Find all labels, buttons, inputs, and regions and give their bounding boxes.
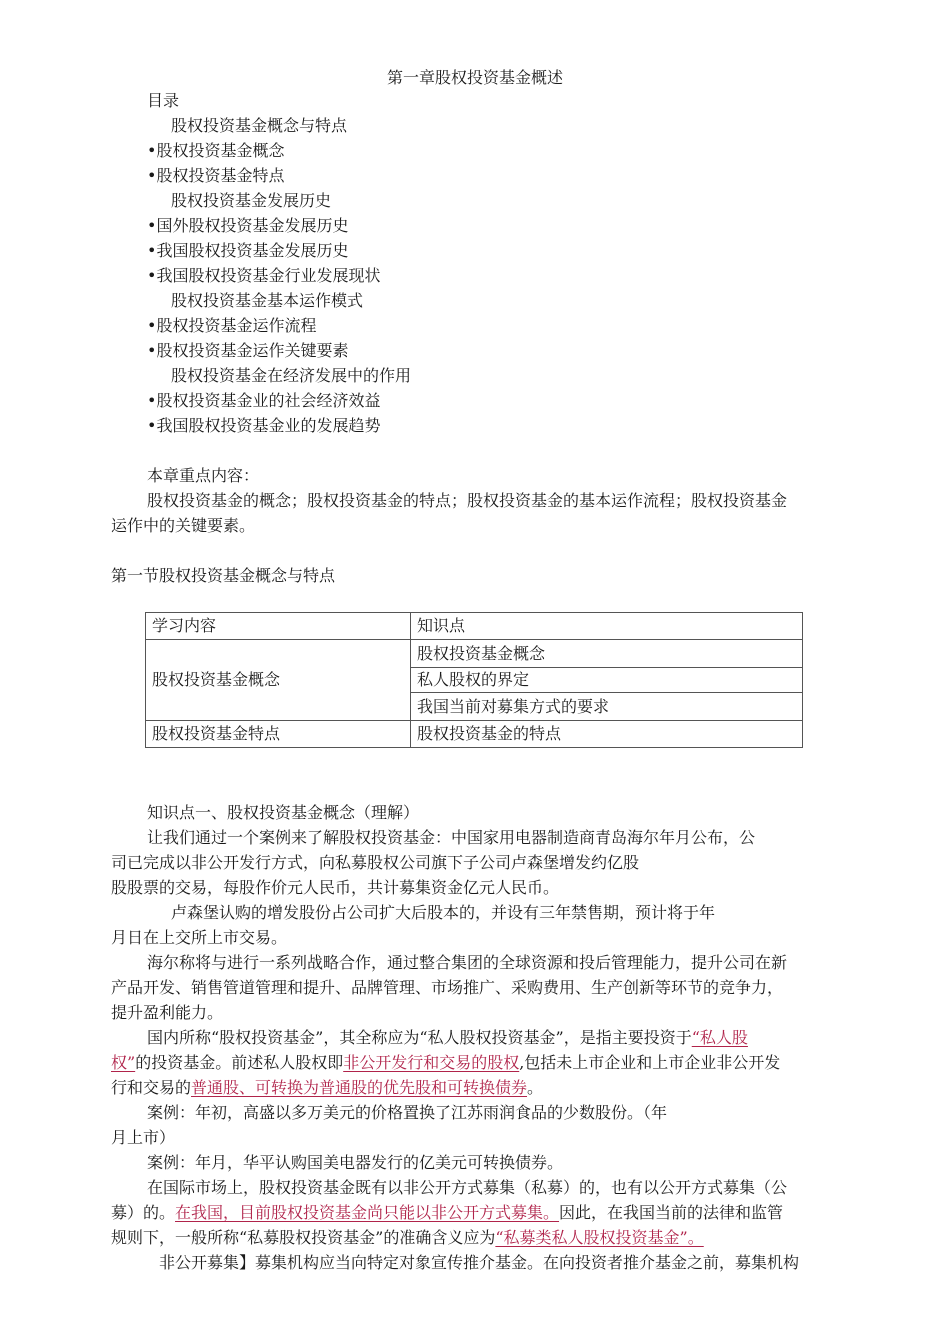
paragraph-line: 非公开募集】募集机构应当向特定对象宣传推介基金。在向投资者推介基金之前，募集机构 [159, 1253, 800, 1272]
table-row [146, 640, 803, 668]
key-points-text: 股权投资基金的概念；股权投资基金的特点；股权投资基金的基本运作流程；股权投资基金 [147, 491, 788, 510]
toc-item: •股权投资基金概念 [147, 141, 285, 160]
toc-item: •股权投资基金特点 [147, 166, 285, 185]
document-title: 第一章股权投资基金概述 [386, 68, 563, 87]
highlight-text: “私人股 [691, 1028, 748, 1047]
table-header-cell: 学习内容 [146, 613, 411, 640]
paragraph-line [147, 1028, 748, 1048]
paragraph-line: 司已完成以非公开发行方式，向私募股权公司旗下子公司卢森堡增发约亿股 [111, 853, 640, 872]
paragraph-line: 月日在上交所上市交易。 [111, 928, 288, 947]
table-header-cell: 知识点 [411, 613, 803, 640]
highlight-text: 权” [111, 1053, 136, 1072]
section-heading: 第一节股权投资基金概念与特点 [111, 566, 336, 585]
toc-item: •我国股权投资基金发展历史 [147, 241, 349, 260]
paragraph-line [111, 1078, 543, 1098]
key-points-heading: 本章重点内容： [147, 466, 260, 485]
paragraph-line: 卢森堡认购的增发股份占公司扩大后股本的，并设有三年禁售期，预计将于年 [171, 903, 716, 922]
table-cell: 股权投资基金概念 [146, 640, 411, 721]
paragraph-line: 海尔称将与进行一系列战略合作，通过整合集团的全球资源和投后管理能力，提升公司在新 [147, 953, 788, 972]
toc-section-title: 股权投资基金概念与特点 [171, 116, 348, 135]
paragraph-line: 让我们通过一个案例来了解股权投资基金：中国家用电器制造商青岛海尔年月公布，公 [147, 828, 756, 847]
paragraph-line: 在国际市场上，股权投资基金既有以非公开方式募集（私募）的，也有以公开方式募集（公 [147, 1178, 788, 1197]
toc-item: •股权投资基金业的社会经济效益 [147, 391, 381, 410]
knowledge-table [145, 612, 803, 748]
paragraph-text: 国内所称“股权投资基金”，其全称应为“私人股权投资基金”，是指主要投资于 [147, 1028, 692, 1047]
table-cell: 股权投资基金概念 [411, 640, 803, 668]
toc-item: •股权投资基金运作关键要素 [147, 341, 349, 360]
table-cell: 股权投资基金特点 [146, 721, 411, 748]
paragraph-line [111, 1053, 780, 1073]
paragraph-line [111, 1228, 704, 1248]
key-points-text: 运作中的关键要素。 [111, 516, 256, 535]
highlight-text: “私募类私人股权投资基金”。 [495, 1228, 704, 1247]
table-header-row [146, 613, 803, 640]
toc-heading: 目录 [147, 91, 180, 110]
paragraph-line: 股股票的交易，每股作价元人民币，共计募集资金亿元人民币。 [111, 878, 560, 897]
paragraph-line: 月上市） [111, 1128, 176, 1147]
highlight-text: 普通股、可转换为普通股的优先股和可转换债券 [191, 1078, 528, 1097]
toc-item: •国外股权投资基金发展历史 [147, 216, 349, 235]
paragraph-line: 案例：年初，高盛以多万美元的价格置换了江苏雨润食品的少数股份。（年 [147, 1103, 668, 1122]
paragraph-line [111, 1203, 783, 1223]
paragraph-line: 产品开发、销售管道管理和提升、品牌管理、市场推广、采购费用、生产创新等环节的竞争力， [111, 978, 784, 997]
toc-item: •我国股权投资基金行业发展现状 [147, 266, 381, 285]
table-row [146, 721, 803, 748]
toc-item: •我国股权投资基金业的发展趋势 [147, 416, 381, 435]
toc-section-title: 股权投资基金发展历史 [171, 191, 332, 210]
paragraph-text: 规则下，一般所称“私募股权投资基金”的准确含义应为 [111, 1228, 496, 1247]
paragraph-text: ,包括未上市企业和上市企业非公开发 [519, 1053, 781, 1072]
paragraph-text: 的投资基金。前述私人股权即 [135, 1053, 344, 1072]
table-cell: 我国当前对募集方式的要求 [411, 693, 803, 721]
toc-section-title: 股权投资基金基本运作模式 [171, 291, 364, 310]
highlight-text: 非公开发行和交易的股权 [343, 1053, 520, 1072]
highlight-text: 在我国，目前股权投资基金尚只能以非公开方式募集。 [175, 1203, 560, 1222]
paragraph-text: 因此，在我国当前的法律和监管 [559, 1203, 784, 1222]
toc-section-title: 股权投资基金在经济发展中的作用 [171, 366, 412, 385]
paragraph-text: 。 [527, 1078, 544, 1097]
table-cell: 私人股权的界定 [411, 668, 803, 693]
paragraph-text: 行和交易的 [111, 1078, 192, 1097]
paragraph-text: 募）的。 [111, 1203, 176, 1222]
paragraph-line: 案例：年月，华平认购国美电器发行的亿美元可转换债券。 [147, 1153, 564, 1172]
paragraph-line: 提升盈利能力。 [111, 1003, 224, 1022]
table-cell: 股权投资基金的特点 [411, 721, 803, 748]
knowledge-point-heading: 知识点一、股权投资基金概念（理解） [147, 803, 420, 822]
toc-item: •股权投资基金运作流程 [147, 316, 317, 335]
